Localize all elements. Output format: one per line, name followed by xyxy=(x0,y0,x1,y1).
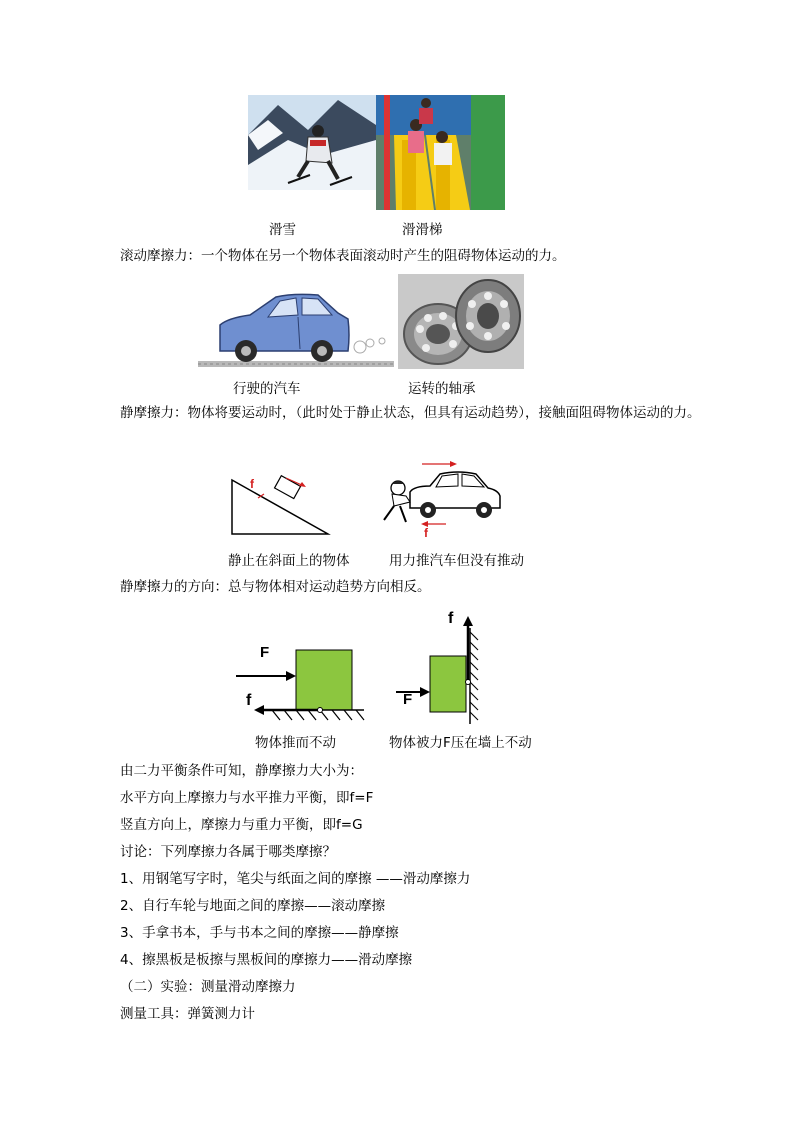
push-car-diagram xyxy=(380,460,504,540)
push-car-friction-label: f xyxy=(424,526,428,540)
text-line: 由二力平衡条件可知，静摩擦力大小为： xyxy=(120,763,363,779)
caption-block-wall: 物体被力F压在墙上不动 xyxy=(389,735,532,751)
paragraph-static-friction-direction: 静摩擦力的方向：总与物体相对运动趋势方向相反。 xyxy=(120,579,431,595)
caption-push-car: 用力推汽车但没有推动 xyxy=(389,553,524,569)
text-line: 竖直方向上，摩擦力与重力平衡，即f=G xyxy=(120,817,363,833)
caption-bearing: 运转的轴承 xyxy=(408,381,476,397)
paragraph-rolling-friction: 滚动摩擦力：一个物体在另一个物体表面滚动时产生的阻碍物体运动的力。 xyxy=(120,248,566,264)
text-line: 1、用钢笔写字时，笔尖与纸面之间的摩擦 ——滑动摩擦力 xyxy=(120,871,471,887)
ski-photo xyxy=(248,95,376,210)
paragraph-static-friction-definition: 静摩擦力：物体将要运动时，（此时处于静止状态，但具有运动趋势），接触面阻碍物体运动的力。 xyxy=(120,405,701,421)
caption-ski: 滑雪 xyxy=(269,222,296,238)
text-line: 测量工具：弹簧测力计 xyxy=(120,1006,255,1022)
car-illustration xyxy=(198,285,394,369)
block-wall-diagram xyxy=(392,612,492,728)
block-wall-friction-label: f xyxy=(448,610,454,627)
text-line: 水平方向上摩擦力与水平推力平衡，即f=F xyxy=(120,790,374,806)
incline-diagram xyxy=(228,470,332,536)
block-push-friction-label: f xyxy=(246,692,252,709)
bearing-photo xyxy=(398,274,524,369)
section-heading: （二）实验：测量滑动摩擦力 xyxy=(120,979,296,995)
caption-block-push: 物体推而不动 xyxy=(255,735,336,751)
text-line: 3、手拿书本，手与书本之间的摩擦——静摩擦 xyxy=(120,925,399,941)
text-line: 讨论：下列摩擦力各属于哪类摩擦？ xyxy=(120,844,336,860)
block-push-diagram xyxy=(228,640,368,724)
text-line: 4、擦黑板是板擦与黑板间的摩擦力——滑动摩擦 xyxy=(120,952,413,968)
slide-photo xyxy=(376,95,505,210)
caption-slide: 滑滑梯 xyxy=(402,222,443,238)
block-wall-force-label: F xyxy=(403,691,413,708)
text-line: 2、自行车轮与地面之间的摩擦——滚动摩擦 xyxy=(120,898,386,914)
caption-incline: 静止在斜面上的物体 xyxy=(228,553,350,569)
caption-car: 行驶的汽车 xyxy=(233,381,301,397)
incline-friction-label: f xyxy=(250,477,254,491)
block-push-force-label: F xyxy=(260,644,270,661)
